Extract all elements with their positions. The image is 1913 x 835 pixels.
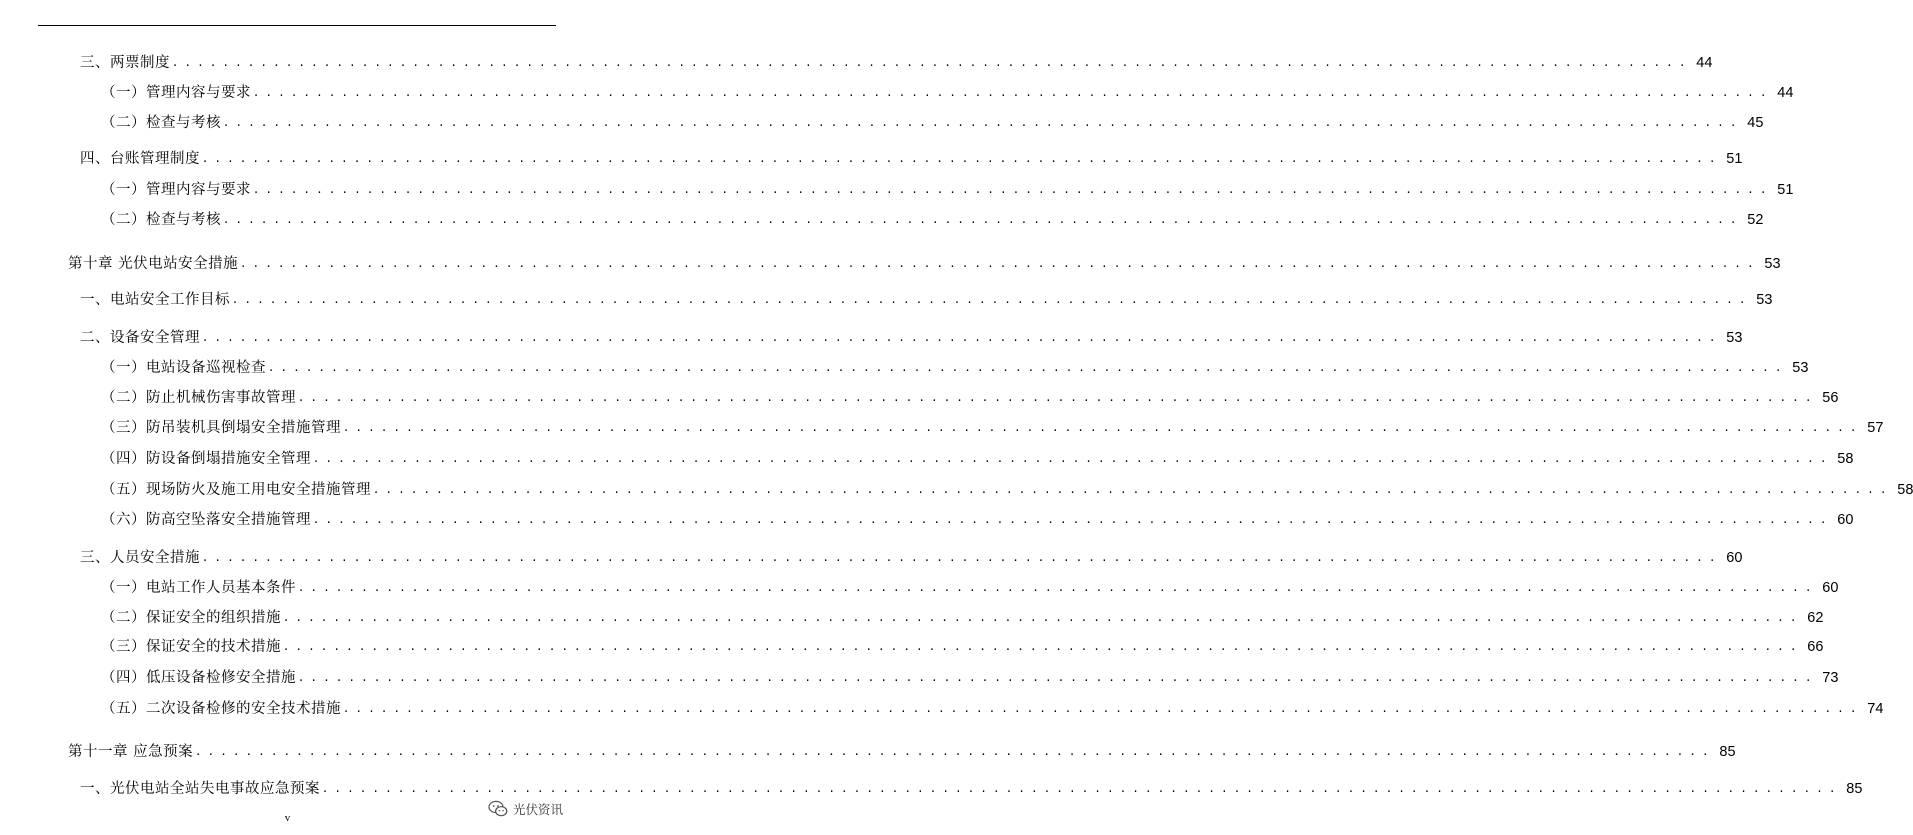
toc-entry[interactable] [101, 180, 1794, 200]
toc-entry-page: 44 [1777, 85, 1794, 101]
toc-entry[interactable] [101, 113, 1764, 133]
toc-entry-page: 62 [1807, 610, 1824, 626]
toc-entry-title: （三）保证安全的技术措施 [101, 639, 281, 655]
dot-leader: . . . . . . . . . . . . . . . . . . . . . . . . . . . . . . . . . . . . . . . . . . . . . . . . . . . . . . . . . . . . . . . . . . . . . . . . . . . . . . . . . . . . . . . . . . . . . . . . . . . . . . . . . . . . . . . . . . . . . . . . [344, 701, 1858, 716]
toc-entry-page: 53 [1726, 330, 1743, 346]
toc-entry[interactable] [101, 608, 1824, 628]
toc-entry-title: 一、电站安全工作目标 [80, 292, 230, 308]
toc-entry-page: 53 [1764, 256, 1781, 272]
toc-entry-page: 60 [1822, 580, 1839, 596]
dot-leader: . . . . . . . . . . . . . . . . . . . . . . . . . . . . . . . . . . . . . . . . . . . . . . . . . . . . . . . . . . . . . . . . . . . . . . . . . . . . . . . . . . . . . . . . . . . . . . . . . . . . . . . . . . . . . . . . . . . . . . . . [299, 670, 1813, 685]
toc-entry-title: 第十章 光伏电站安全措施 [68, 256, 239, 272]
dot-leader: . . . . . . . . . . . . . . . . . . . . . . . . . . . . . . . . . . . . . . . . . . . . . . . . . . . . . . . . . . . . . . . . . . . . . . . . . . . . . . . . . . . . . . . . . . . . . . . . . . . . . . . . . . . . . . . . . . . . . . . . [173, 55, 1687, 70]
dot-leader: . . . . . . . . . . . . . . . . . . . . . . . . . . . . . . . . . . . . . . . . . . . . . . . . . . . . . . . . . . . . . . . . . . . . . . . . . . . . . . . . . . . . . . . . . . . . . . . . . . . . . . . . . . . . . . . . . . . . . . . . [241, 256, 1755, 271]
dot-leader: . . . . . . . . . . . . . . . . . . . . . . . . . . . . . . . . . . . . . . . . . . . . . . . . . . . . . . . . . . . . . . . . . . . . . . . . . . . . . . . . . . . . . . . . . . . . . . . . . . . . . . . . . . . . . . . . . . . . . . . . [314, 451, 1828, 466]
toc-entry[interactable] [101, 668, 1839, 688]
dot-leader: . . . . . . . . . . . . . . . . . . . . . . . . . . . . . . . . . . . . . . . . . . . . . . . . . . . . . . . . . . . . . . . . . . . . . . . . . . . . . . . . . . . . . . . . . . . . . . . . . . . . . . . . . . . . . . . . . . . . . . . . [344, 420, 1858, 435]
toc-entry-title: 一、光伏电站全站失电事故应急预案 [80, 781, 320, 797]
toc-entry[interactable] [68, 742, 1736, 762]
toc-entry-title: （二）保证安全的组织措施 [101, 610, 281, 626]
toc-entry[interactable] [80, 548, 1743, 568]
toc-entry[interactable] [80, 149, 1743, 169]
toc-entry-title: 第十一章 应急预案 [68, 744, 194, 760]
dot-leader: . . . . . . . . . . . . . . . . . . . . . . . . . . . . . . . . . . . . . . . . . . . . . . . . . . . . . . . . . . . . . . . . . . . . . . . . . . . . . . . . . . . . . . . . . . . . . . . . . . . . . . . . . . . . . . . . . . . . . . . . [254, 182, 1768, 197]
toc-entry[interactable] [101, 510, 1854, 530]
toc-entry[interactable] [101, 449, 1854, 469]
toc-entry-title: （二）防止机械伤害事故管理 [101, 390, 296, 406]
toc-entry-title: （二）检查与考核 [101, 212, 221, 228]
toc-entry-page: 53 [1756, 292, 1773, 308]
toc-entry[interactable] [101, 388, 1839, 408]
toc-entry-page: 60 [1837, 512, 1854, 528]
toc-entry-title: 四、台账管理制度 [80, 151, 200, 167]
dot-leader: . . . . . . . . . . . . . . . . . . . . . . . . . . . . . . . . . . . . . . . . . . . . . . . . . . . . . . . . . . . . . . . . . . . . . . . . . . . . . . . . . . . . . . . . . . . . . . . . . . . . . . . . . . . . . . . . . . . . . . . . [224, 212, 1738, 227]
header-rule [38, 25, 556, 26]
toc-entry-page: 56 [1822, 390, 1839, 406]
toc-entry-title: （一）电站设备巡视检查 [101, 360, 266, 376]
toc-entry[interactable] [101, 358, 1809, 378]
watermark [488, 800, 563, 818]
toc-entry-title: （一）电站工作人员基本条件 [101, 580, 296, 596]
page-number-footer: v [284, 812, 291, 824]
dot-leader: . . . . . . . . . . . . . . . . . . . . . . . . . . . . . . . . . . . . . . . . . . . . . . . . . . . . . . . . . . . . . . . . . . . . . . . . . . . . . . . . . . . . . . . . . . . . . . . . . . . . . . . . . . . . . . . . . . . . . . . . [203, 151, 1717, 166]
dot-leader: . . . . . . . . . . . . . . . . . . . . . . . . . . . . . . . . . . . . . . . . . . . . . . . . . . . . . . . . . . . . . . . . . . . . . . . . . . . . . . . . . . . . . . . . . . . . . . . . . . . . . . . . . . . . . . . . . . . . . . . . [299, 580, 1813, 595]
toc-entry-title: 二、设备安全管理 [80, 330, 200, 346]
dot-leader: . . . . . . . . . . . . . . . . . . . . . . . . . . . . . . . . . . . . . . . . . . . . . . . . . . . . . . . . . . . . . . . . . . . . . . . . . . . . . . . . . . . . . . . . . . . . . . . . . . . . . . . . . . . . . . . . . . . . . . . . [323, 781, 1837, 796]
toc-entry-title: 三、人员安全措施 [80, 550, 200, 566]
toc-entry-page: 66 [1807, 639, 1824, 655]
toc-entry-title: （六）防高空坠落安全措施管理 [101, 512, 311, 528]
toc-entry-title: 三、两票制度 [80, 55, 170, 71]
toc-entry-page: 57 [1867, 420, 1884, 436]
toc-entry[interactable] [68, 254, 1781, 274]
toc-entry[interactable] [101, 480, 1913, 500]
dot-leader: . . . . . . . . . . . . . . . . . . . . . . . . . . . . . . . . . . . . . . . . . . . . . . . . . . . . . . . . . . . . . . . . . . . . . . . . . . . . . . . . . . . . . . . . . . . . . . . . . . . . . . . . . . . . . . . . . . . . . . . . [269, 360, 1783, 375]
dot-leader: . . . . . . . . . . . . . . . . . . . . . . . . . . . . . . . . . . . . . . . . . . . . . . . . . . . . . . . . . . . . . . . . . . . . . . . . . . . . . . . . . . . . . . . . . . . . . . . . . . . . . . . . . . . . . . . . . . . . . . . . [203, 550, 1717, 565]
watermark-text: 光伏资讯 [512, 802, 563, 817]
toc-entry-title: （五）二次设备检修的安全技术措施 [101, 701, 341, 717]
toc-entry-page: 60 [1726, 550, 1743, 566]
dot-leader: . . . . . . . . . . . . . . . . . . . . . . . . . . . . . . . . . . . . . . . . . . . . . . . . . . . . . . . . . . . . . . . . . . . . . . . . . . . . . . . . . . . . . . . . . . . . . . . . . . . . . . . . . . . . . . . . . . . . . . . . [374, 482, 1888, 497]
dot-leader: . . . . . . . . . . . . . . . . . . . . . . . . . . . . . . . . . . . . . . . . . . . . . . . . . . . . . . . . . . . . . . . . . . . . . . . . . . . . . . . . . . . . . . . . . . . . . . . . . . . . . . . . . . . . . . . . . . . . . . . . [203, 330, 1717, 345]
dot-leader: . . . . . . . . . . . . . . . . . . . . . . . . . . . . . . . . . . . . . . . . . . . . . . . . . . . . . . . . . . . . . . . . . . . . . . . . . . . . . . . . . . . . . . . . . . . . . . . . . . . . . . . . . . . . . . . . . . . . . . . . [233, 292, 1747, 307]
toc-entry-page: 58 [1837, 451, 1854, 467]
dot-leader: . . . . . . . . . . . . . . . . . . . . . . . . . . . . . . . . . . . . . . . . . . . . . . . . . . . . . . . . . . . . . . . . . . . . . . . . . . . . . . . . . . . . . . . . . . . . . . . . . . . . . . . . . . . . . . . . . . . . . . . . [196, 744, 1710, 759]
toc-entry-title: （一）管理内容与要求 [101, 85, 251, 101]
dot-leader: . . . . . . . . . . . . . . . . . . . . . . . . . . . . . . . . . . . . . . . . . . . . . . . . . . . . . . . . . . . . . . . . . . . . . . . . . . . . . . . . . . . . . . . . . . . . . . . . . . . . . . . . . . . . . . . . . . . . . . . . [284, 610, 1798, 625]
dot-leader: . . . . . . . . . . . . . . . . . . . . . . . . . . . . . . . . . . . . . . . . . . . . . . . . . . . . . . . . . . . . . . . . . . . . . . . . . . . . . . . . . . . . . . . . . . . . . . . . . . . . . . . . . . . . . . . . . . . . . . . . [224, 115, 1738, 130]
toc-entry-page: 52 [1747, 212, 1764, 228]
dot-leader: . . . . . . . . . . . . . . . . . . . . . . . . . . . . . . . . . . . . . . . . . . . . . . . . . . . . . . . . . . . . . . . . . . . . . . . . . . . . . . . . . . . . . . . . . . . . . . . . . . . . . . . . . . . . . . . . . . . . . . . . [299, 390, 1813, 405]
toc-entry-title: （三）防吊装机具倒塌安全措施管理 [101, 420, 341, 436]
toc-entry[interactable] [80, 290, 1773, 310]
toc-entry-page: 85 [1846, 781, 1863, 797]
toc-entry-title: （四）低压设备检修安全措施 [101, 670, 296, 686]
toc-entry-title: （五）现场防火及施工用电安全措施管理 [101, 482, 371, 498]
toc-entry[interactable] [101, 699, 1884, 719]
wechat-icon [488, 800, 508, 818]
toc-entry-title: （一）管理内容与要求 [101, 182, 251, 198]
toc-entry[interactable] [101, 418, 1884, 438]
toc-entry[interactable] [80, 328, 1743, 348]
toc-entry[interactable] [80, 53, 1713, 73]
toc-entry-title: （四）防设备倒塌措施安全管理 [101, 451, 311, 467]
toc-entry-page: 74 [1867, 701, 1884, 717]
toc-entry-page: 85 [1719, 744, 1736, 760]
toc-entry-page: 51 [1777, 182, 1794, 198]
dot-leader: . . . . . . . . . . . . . . . . . . . . . . . . . . . . . . . . . . . . . . . . . . . . . . . . . . . . . . . . . . . . . . . . . . . . . . . . . . . . . . . . . . . . . . . . . . . . . . . . . . . . . . . . . . . . . . . . . . . . . . . . [314, 512, 1828, 527]
toc-entry[interactable] [80, 779, 1863, 799]
toc-entry[interactable] [101, 578, 1839, 598]
toc-entry[interactable] [101, 210, 1764, 230]
toc-entry-page: 53 [1792, 360, 1809, 376]
toc-entry-page: 45 [1747, 115, 1764, 131]
toc-entry[interactable] [101, 83, 1794, 103]
toc-entry-title: （二）检查与考核 [101, 115, 221, 131]
toc-entry[interactable] [101, 637, 1824, 657]
toc-entry-page: 51 [1726, 151, 1743, 167]
toc-entry-page: 44 [1696, 55, 1713, 71]
dot-leader: . . . . . . . . . . . . . . . . . . . . . . . . . . . . . . . . . . . . . . . . . . . . . . . . . . . . . . . . . . . . . . . . . . . . . . . . . . . . . . . . . . . . . . . . . . . . . . . . . . . . . . . . . . . . . . . . . . . . . . . . [284, 639, 1798, 654]
toc-entry-page: 73 [1822, 670, 1839, 686]
dot-leader: . . . . . . . . . . . . . . . . . . . . . . . . . . . . . . . . . . . . . . . . . . . . . . . . . . . . . . . . . . . . . . . . . . . . . . . . . . . . . . . . . . . . . . . . . . . . . . . . . . . . . . . . . . . . . . . . . . . . . . . . [254, 85, 1768, 100]
toc-entry-page: 58 [1897, 482, 1913, 498]
